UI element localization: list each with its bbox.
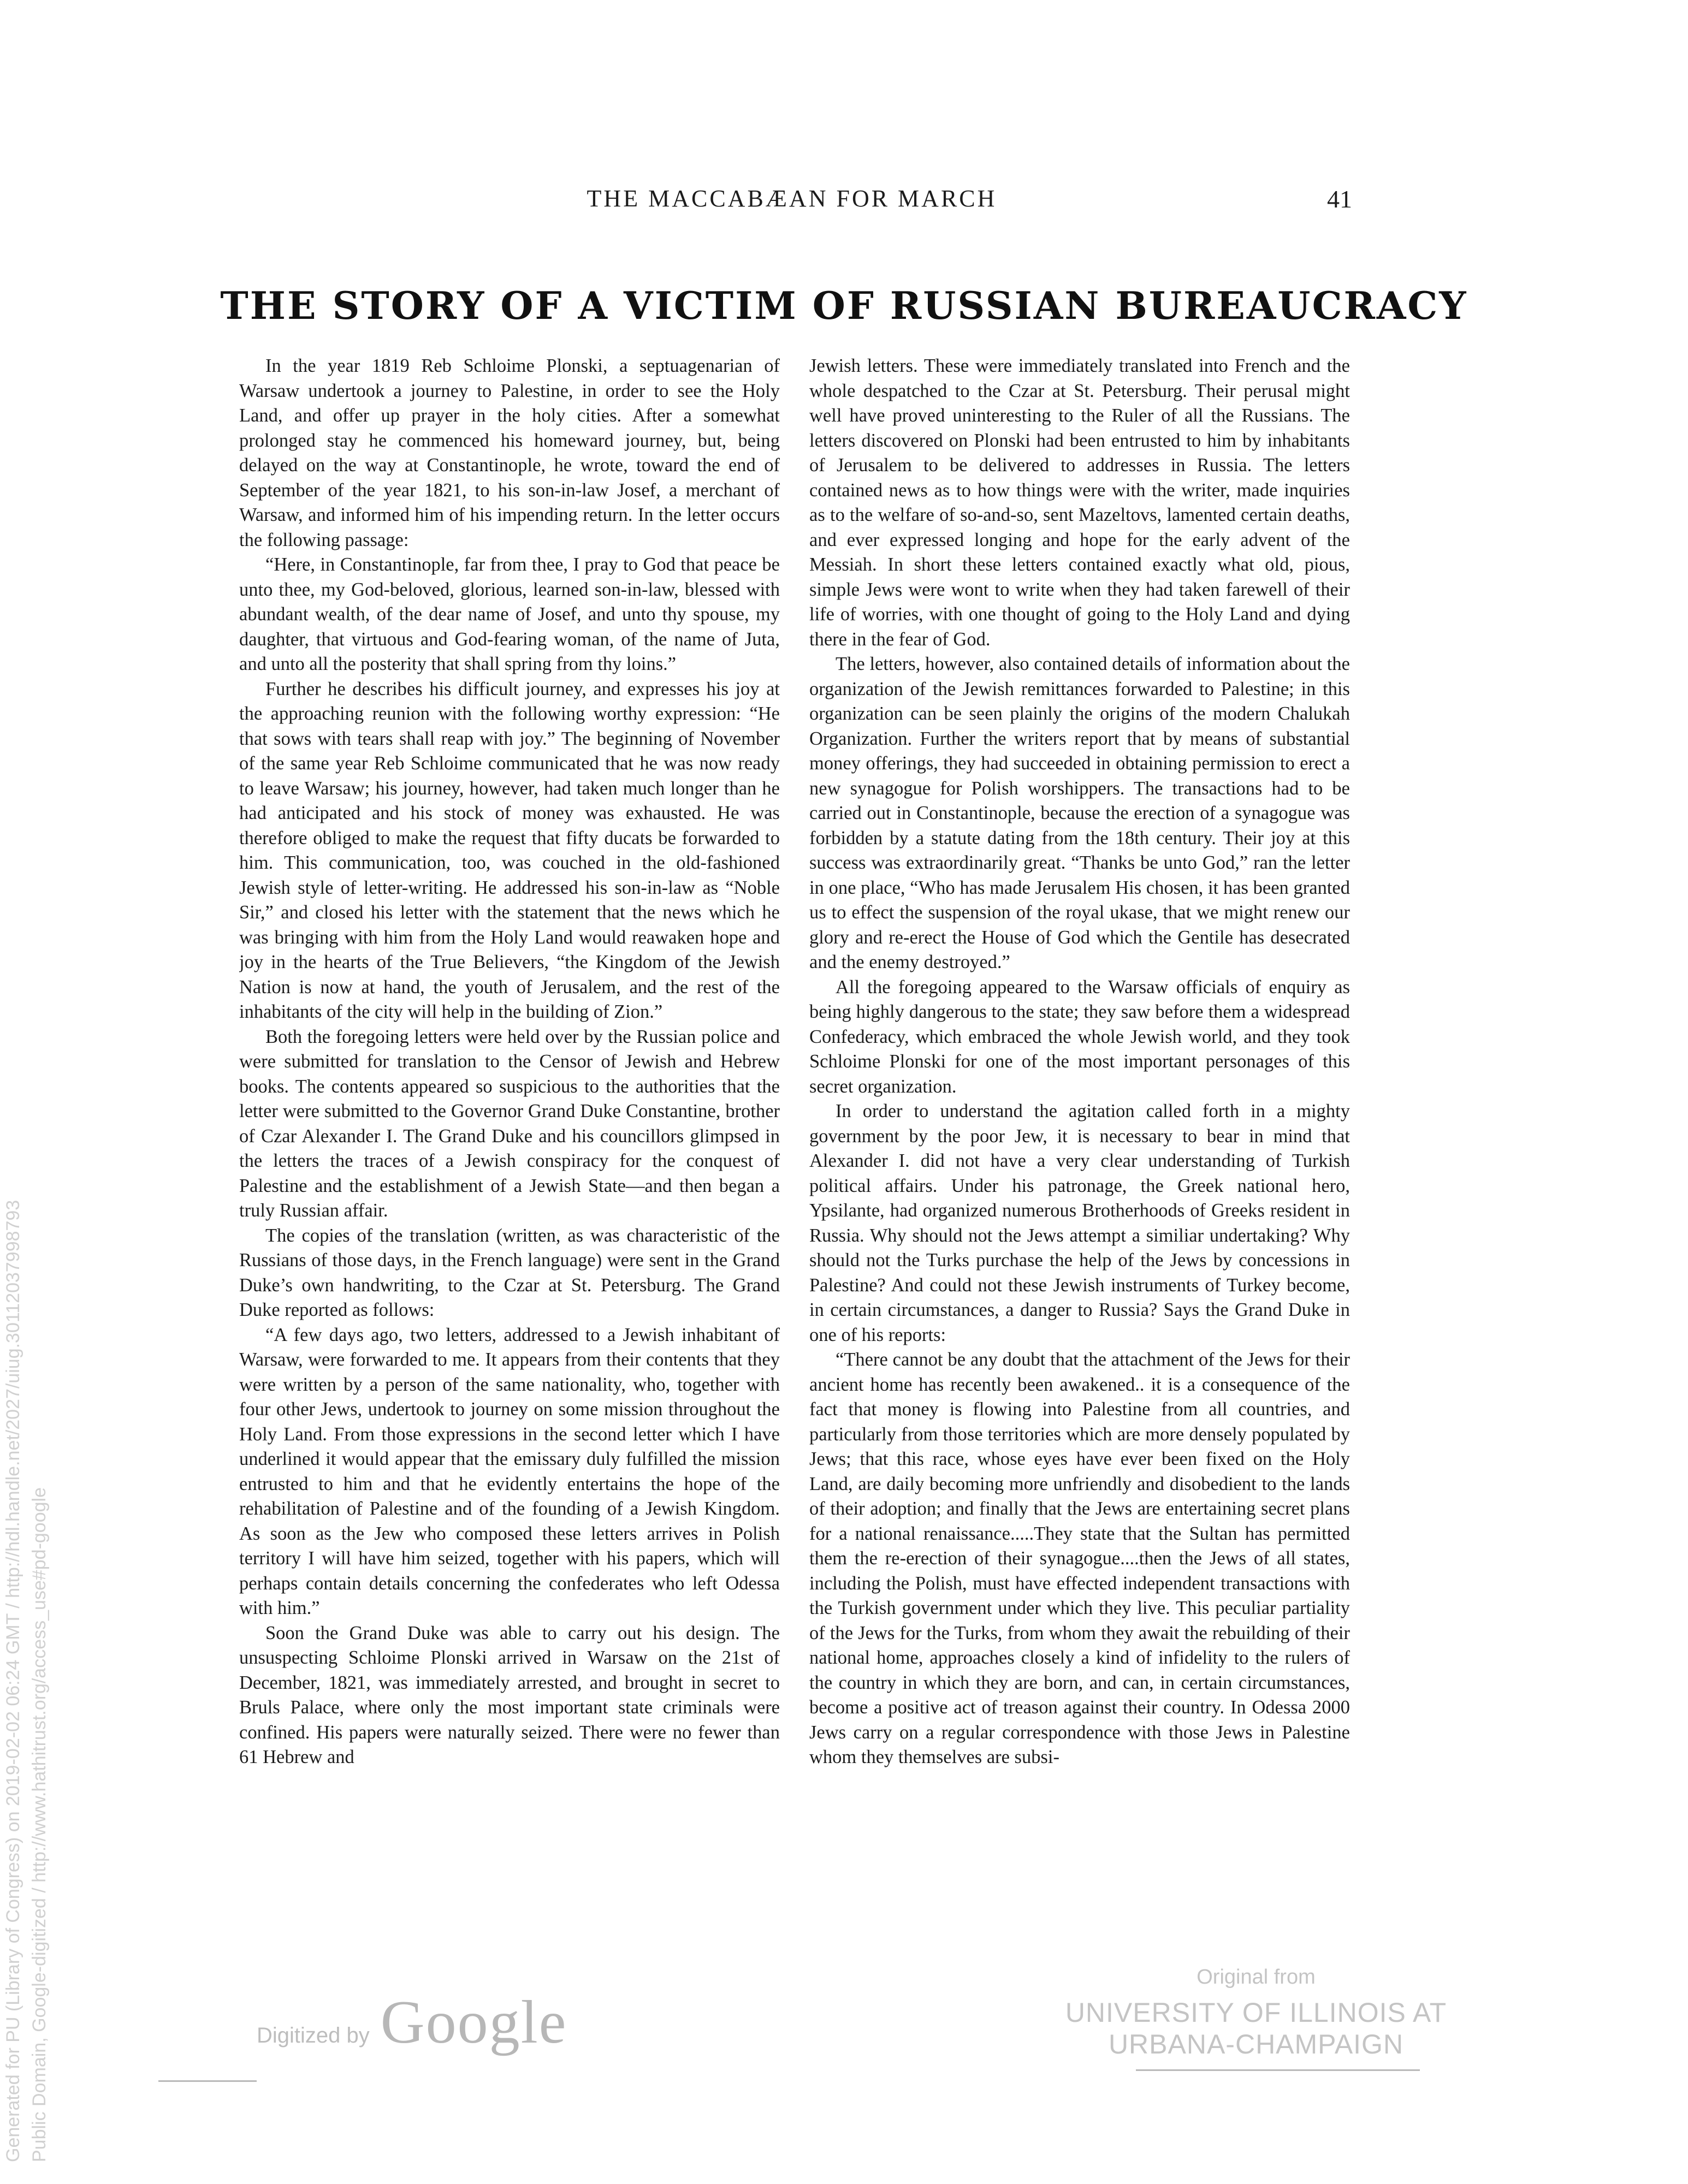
paragraph: Both the foregoing letters were held over by the Russian police and were submitted for translation to the Censor of Jewish and Hebrew books. The contents appeared so suspicious to the authorities that the letter were submitted to the Governor Grand Duke Constantine, brother of Czar Alexander I. The Grand Duke and his councillors glimpsed in the letters the traces of a Jewish conspiracy for the conquest of Palestine and the establishment of a Jewish State—and then began a truly Russian affair. [239, 1026, 780, 1221]
original-from-label: Original from [1197, 1966, 1316, 1989]
paragraph: “There cannot be any doubt that the attachment of the Jews for their ancient home has recently been awakened.. it is a consequence of the fact that money is flowing into Palestine from all countries, and particularly from those territories which are more densely populated by Jews; that this race, whose eyes have ever been fixed on the Holy Land, are daily becoming more unfriendly and disobedient to the lands of their adoption; and finally that the Jews are entertaining secret plans for a national renaissance.....They state that the Sultan has permitted them the re-erection of their synagogue....then the Jews of all states, including the Polish, must have effected independent transactions with the Turkish government under which they live. This peculiar partiality of the Jews for the Turks, from whom they await the rebuilding of their national home, approaches closely a kind of infidelity to the rulers of the country in which they are born, and can, in certain circumstances, become a positive act of treason against their country. In Odessa 2000 Jews carry on a regular correspondence with those Jews in Palestine whom they themselves are subsi- [809, 1349, 1350, 1767]
institution-name: URBANA-CHAMPAIGN [1108, 2029, 1404, 2060]
right-column [809, 354, 1350, 1921]
paragraph: The letters, however, also contained details of information about the organization of the Jewish remittances forwarded to Palestine; in this organization can be seen plainly the origins of the modern Chalukah Organization. Further the writers report that by means of substantial money offerings, they had succeeded in obtaining permission to erect a new synagogue for Polish worshippers. The transactions had to be carried out in Constantinople, because the erection of a synagogue was forbidden by a statute dating from the 18th century. Their joy at this success was extraordinarily great. “Thanks be unto God,” ran the letter in one place, “Who has made Jerusalem His chosen, it has been granted us to effect the suspension of the royal ukase, that we might renew our glory and re-erect the House of God which the Gentile has desecrated and the enemy destroyed.” [809, 654, 1350, 972]
page-number: 41 [1327, 185, 1352, 213]
paragraph: The copies of the translation (written, as was characteristic of the Russians of those days, in the French language) were sent in the Grand Duke’s own handwriting, to the Czar at St. Petersburg. The Grand Duke reported as follows: [239, 1225, 780, 1320]
paragraph: All the foregoing appeared to the Warsaw officials of enquiry as being highly dangerous to the state; they saw before them a widespread Confederacy, which embraced the whole Jewish world, and they took Schloime Plonski for one of the most important personages of this secret organization. [809, 976, 1350, 1097]
watermark-line: Generated for PU (Library of Congress) on 2019-02-02 06:24 GMT / http://hdl.handle.net/2027/uiug.30112037998793 [3, 1200, 23, 2162]
article-title: THE STORY OF A VICTIM OF RUSSIAN BUREAUCRACY [220, 284, 1468, 328]
left-column [239, 354, 780, 1921]
paragraph: In the year 1819 Reb Schloime Plonski, a septuagenarian of Warsaw undertook a journey to Palestine, in order to see the Holy Land, and offer up prayer in the holy cities. After a somewhat prolonged stay he commenced his homeward journey, but, being delayed on the way at Constantinople, he wrote, toward the end of September of the year 1821, to his son-in-law Josef, a merchant of Warsaw, and informed him of his impending return. In the letter occurs the following passage: [239, 355, 780, 550]
paragraph: Jewish letters. These were immediately translated into French and the whole despatched to the Czar at St. Petersburg. Their perusal might well have proved uninteresting to the Ruler of all the Russians. The letters discovered on Plonski had been entrusted to him by inhabitants of Jerusalem to be delivered to addresses in Russia. The letters contained news as to how things were with the writer, made inquiries as to the welfare of so-and-so, sent Mazeltovs, lamented certain deaths, and ever expressed longing and hope for the early advent of the Messiah. In short these letters contained exactly what old, pious, simple Jews were wont to write when they had taken farewell of their life of worries, with one thought of going to the Holy Land and dying there in the fear of God. [809, 355, 1350, 650]
paragraph: “Here, in Constantinople, far from thee, I pray to God that peace be unto thee, my God-beloved, glorious, learned son-in-law, blessed with abundant wealth, of the dear name of Josef, and unto thy spouse, my daughter, that virtuous and God-fearing woman, of the name of Juta, and unto all the posterity that shall spring from thy loins.” [239, 554, 780, 674]
scan-rule [158, 2080, 257, 2082]
paragraph: “A few days ago, two letters, addressed to a Jewish inhabitant of Warsaw, were forwarded to me. It appears from their contents that they were written by a person of the same nationality, who, together with four other Jews, undertook to journey on some mission throughout the Holy Land. From those expressions in the second letter which I have underlined it would appear that the emissary duly fulfilled the mission entrusted to him and that he evidently entertains the hope of the rehabilitation of Palestine and of the founding of a Jewish Kingdom. As soon as the Jew who composed these letters arrives in Polish territory I will have him seized, together with his papers, which will perhaps contain details concerning the confederates who left Odessa with him.” [239, 1324, 780, 1618]
running-head: THE MACCABÆAN FOR MARCH [587, 185, 997, 212]
paragraph: Further he describes his difficult journey, and expresses his joy at the approaching reunion with the following worthy expression: “He that sows with tears shall reap with joy.” The beginning of November of the same year Reb Schloime communicated that he was now ready to leave Warsaw; his journey, however, had taken much longer than he had anticipated and his stock of money was exhausted. He was therefore obliged to make the request that fifty ducats be forwarded to him. This communication, too, was couched in the old-fashioned Jewish style of letter-writing. He addressed his son-in-law as “Noble Sir,” and closed his letter with the statement that the news which he was bringing with him from the Holy Land would reawaken hope and joy in the hearts of the True Believers, “the Kingdom of the Jewish Nation is now at hand, the youth of Jerusalem, and the rest of the inhabitants of the city will help in the building of Zion.” [239, 678, 780, 1022]
hathitrust-watermark [0, 764, 52, 2184]
digitized-by-google [257, 1987, 567, 2058]
scan-rule [1136, 2069, 1420, 2071]
institution-name: UNIVERSITY OF ILLINOIS AT [1065, 1997, 1447, 2028]
google-logo: Google [380, 1989, 567, 2056]
paragraph: Soon the Grand Duke was able to carry out his design. The unsuspecting Schloime Plonski arrived in Warsaw on the 21st of December, 1821, was immediately arrested, and brought in secret to Bruls Palace, where only the most important state criminals were confined. His papers were naturally seized. There were no fewer than 61 Hebrew and [239, 1622, 780, 1767]
paragraph: In order to understand the agitation called forth in a mighty government by the poor Jew, it is necessary to bear in mind that Alexander I. did not have a very clear understanding of Turkish political affairs. Under his patronage, the Greek national hero, Ypsilante, had organized numerous Brotherhoods of Greeks resident in Russia. Why should not the Jews attempt a similiar undertaking? Why should not the Turks purchase the help of the Jews by concessions in Palestine? And could not these Jewish instruments of Turkey become, in certain circumstances, a danger to Russia? Says the Grand Duke in one of his reports: [809, 1101, 1350, 1345]
original-from-block [1059, 1966, 1453, 2060]
digitized-by-label: Digitized by [257, 2023, 370, 2048]
watermark-line: Public Domain, Google-digitized / http://www.hathitrust.org/access_use#pd-google [29, 1487, 50, 2162]
